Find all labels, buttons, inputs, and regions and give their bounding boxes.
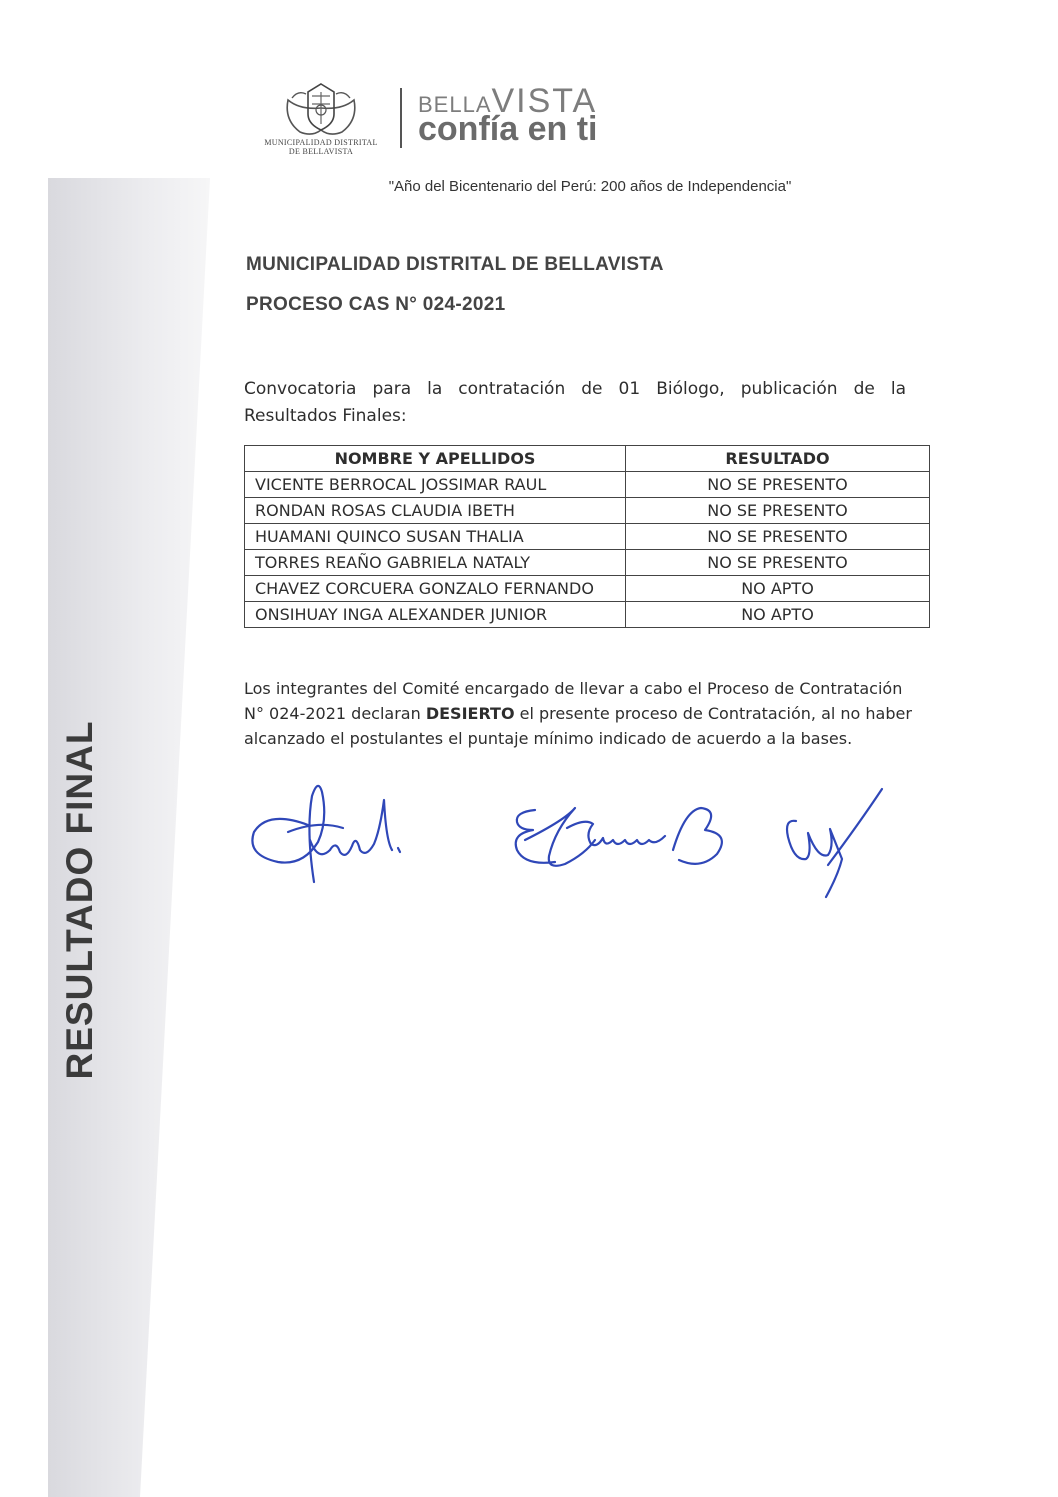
process-number: PROCESO CAS N° 024-2021 bbox=[246, 294, 506, 315]
applicant-name: HUAMANI QUINCO SUSAN THALIA bbox=[245, 524, 626, 550]
header-result: RESULTADO bbox=[626, 446, 930, 472]
applicant-result: NO SE PRESENTO bbox=[626, 524, 930, 550]
applicant-result: NO APTO bbox=[626, 602, 930, 628]
signature-3 bbox=[778, 785, 888, 900]
closing-paragraph bbox=[244, 676, 914, 751]
table-row bbox=[245, 576, 930, 602]
municipal-seal-icon bbox=[282, 80, 360, 138]
seal-caption bbox=[256, 138, 386, 156]
document-title: MUNICIPALIDAD DISTRITAL DE BELLAVISTA bbox=[246, 254, 664, 275]
applicant-result: NO SE PRESENTO bbox=[626, 498, 930, 524]
table-row bbox=[245, 524, 930, 550]
motto: "Año del Bicentenario del Perú: 200 años de Independencia" bbox=[388, 178, 792, 195]
applicant-result: NO SE PRESENTO bbox=[626, 550, 930, 576]
table-row bbox=[245, 498, 930, 524]
table-row bbox=[245, 472, 930, 498]
results-table bbox=[244, 445, 930, 628]
seal-caption-line1: MUNICIPALIDAD DISTRITAL bbox=[264, 138, 378, 147]
applicant-result: NO SE PRESENTO bbox=[626, 472, 930, 498]
applicant-result: NO APTO bbox=[626, 576, 930, 602]
signature-1 bbox=[248, 770, 418, 890]
header-name: NOMBRE Y APELLIDOS bbox=[245, 446, 626, 472]
table-header-row bbox=[245, 446, 930, 472]
brand-bella: BELLA bbox=[418, 92, 492, 117]
intro-paragraph: Convocatoria para la contratación de 01 Biólogo, publicación de la Resultados Finales: bbox=[244, 379, 906, 426]
closing-text-end: el presente proceso de Contratación, al no haber alcanzado el postulantes el puntaje mínimo indicado de acuerdo a la bases. bbox=[244, 704, 912, 748]
applicant-name: TORRES REAÑO GABRIELA NATALY bbox=[245, 550, 626, 576]
applicant-name: ONSIHUAY INGA ALEXANDER JUNIOR bbox=[245, 602, 626, 628]
table-row bbox=[245, 550, 930, 576]
applicant-name: VICENTE BERROCAL JOSSIMAR RAUL bbox=[245, 472, 626, 498]
closing-text-start: Los integrantes del Comité encargado de llevar a cabo el Proceso de Contratación N° 024-2021 declaran bbox=[244, 679, 903, 723]
applicant-name: RONDAN ROSAS CLAUDIA IBETH bbox=[245, 498, 626, 524]
table-row bbox=[245, 602, 930, 628]
closing-desierto: DESIERTO bbox=[425, 704, 515, 723]
seal-caption-line2: DE BELLAVISTA bbox=[288, 147, 354, 156]
brand-slogan: confía en ti bbox=[418, 110, 598, 148]
signature-2 bbox=[505, 800, 735, 880]
logo-divider bbox=[400, 88, 402, 148]
side-label-resultado-final: RESULTADO FINAL bbox=[59, 720, 100, 1080]
applicant-name: CHAVEZ CORCUERA GONZALO FERNANDO bbox=[245, 576, 626, 602]
brand-vista: VISTA bbox=[491, 82, 598, 120]
